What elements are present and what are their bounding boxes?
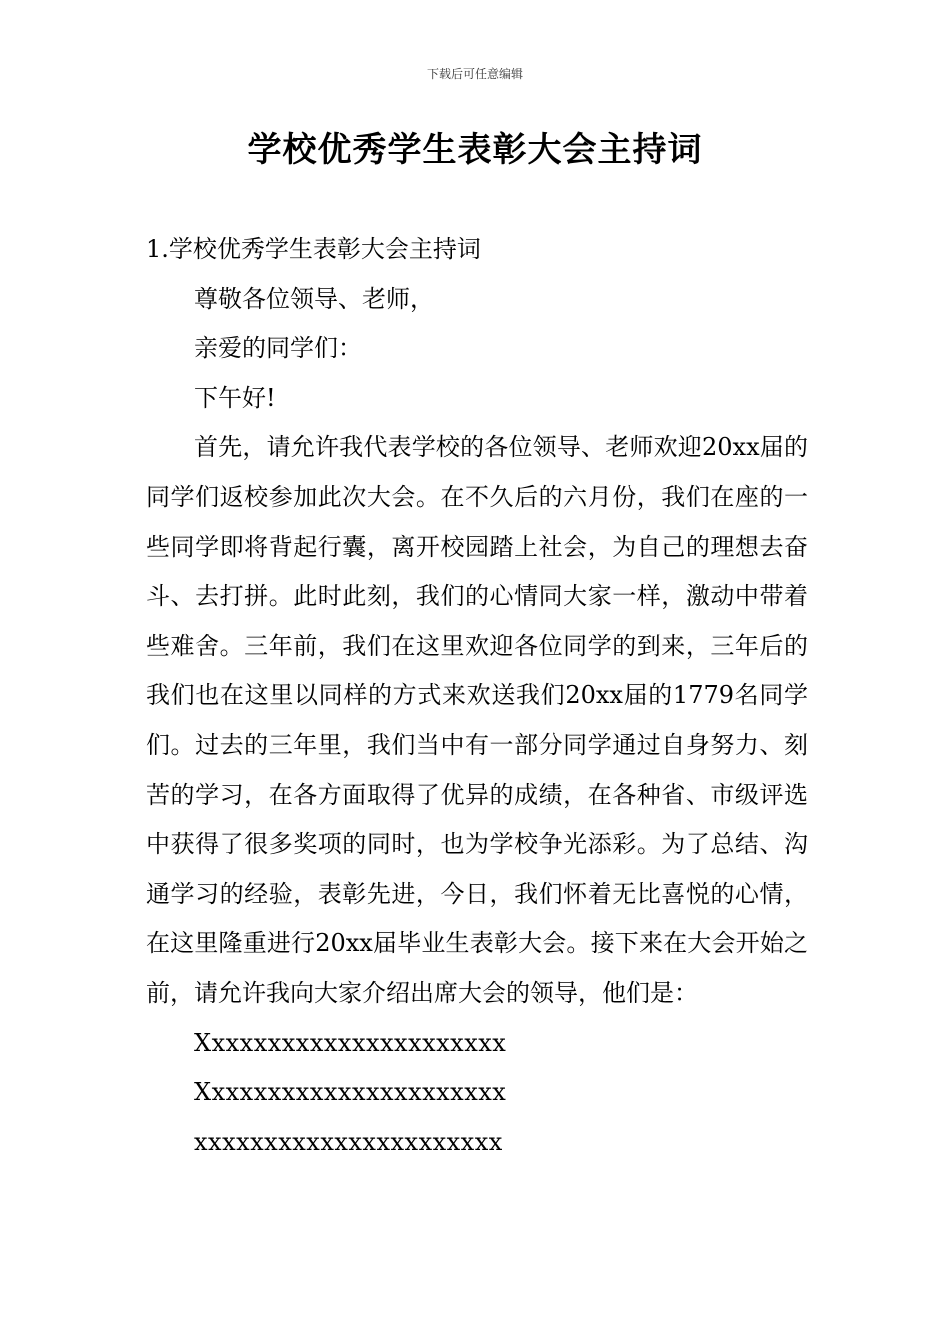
- page-header-note: 下载后可任意编辑: [426, 67, 523, 81]
- document-title: 学校优秀学生表彰大会主持词: [247, 130, 703, 170]
- attendee-name-line: Xxxxxxxxxxxxxxxxxxxxxx: [194, 1078, 507, 1107]
- attendee-name-line: Xxxxxxxxxxxxxxxxxxxxxx: [194, 1028, 507, 1057]
- greeting-line: 亲爱的同学们：: [194, 334, 362, 363]
- greeting-line: 尊敬各位领导、老师，: [194, 284, 434, 313]
- document-body: [146, 225, 808, 1167]
- section-heading: 1.学校优秀学生表彰大会主持词: [146, 235, 481, 263]
- body-paragraph: 首先，请允许我代表学校的各位领导、老师欢迎20xx届的同学们返校参加此次大会。在不久后的六月份，我们在座的一些同学即将背起行囊，离开校园踏上社会，为自己的理想去奋斗、去打拼。此时此刻，我们的心情同大家一样，激动中带着些难舍。三年前，我们在这里欢迎各位同学的到来，三年后的我们也在这里以同样的方式来欢送我们20xx届的1779名同学们。过去的三年里，我们当中有一部分同学通过自身努力、刻苦的学习，在各方面取得了优异的成绩，在各种省、市级评选中获得了很多奖项的同时，也为学校争光添彩。为了总结、沟通学习的经验，表彰先进，今日，我们怀着无比喜悦的心情，在这里隆重进行20xx届毕业生表彰大会。接下来在大会开始之前，请允许我向大家介绍出席大会的领导，他们是：: [146, 433, 808, 1007]
- attendee-name-line: xxxxxxxxxxxxxxxxxxxxxx: [194, 1127, 503, 1156]
- greeting-line: 下午好!: [194, 383, 276, 412]
